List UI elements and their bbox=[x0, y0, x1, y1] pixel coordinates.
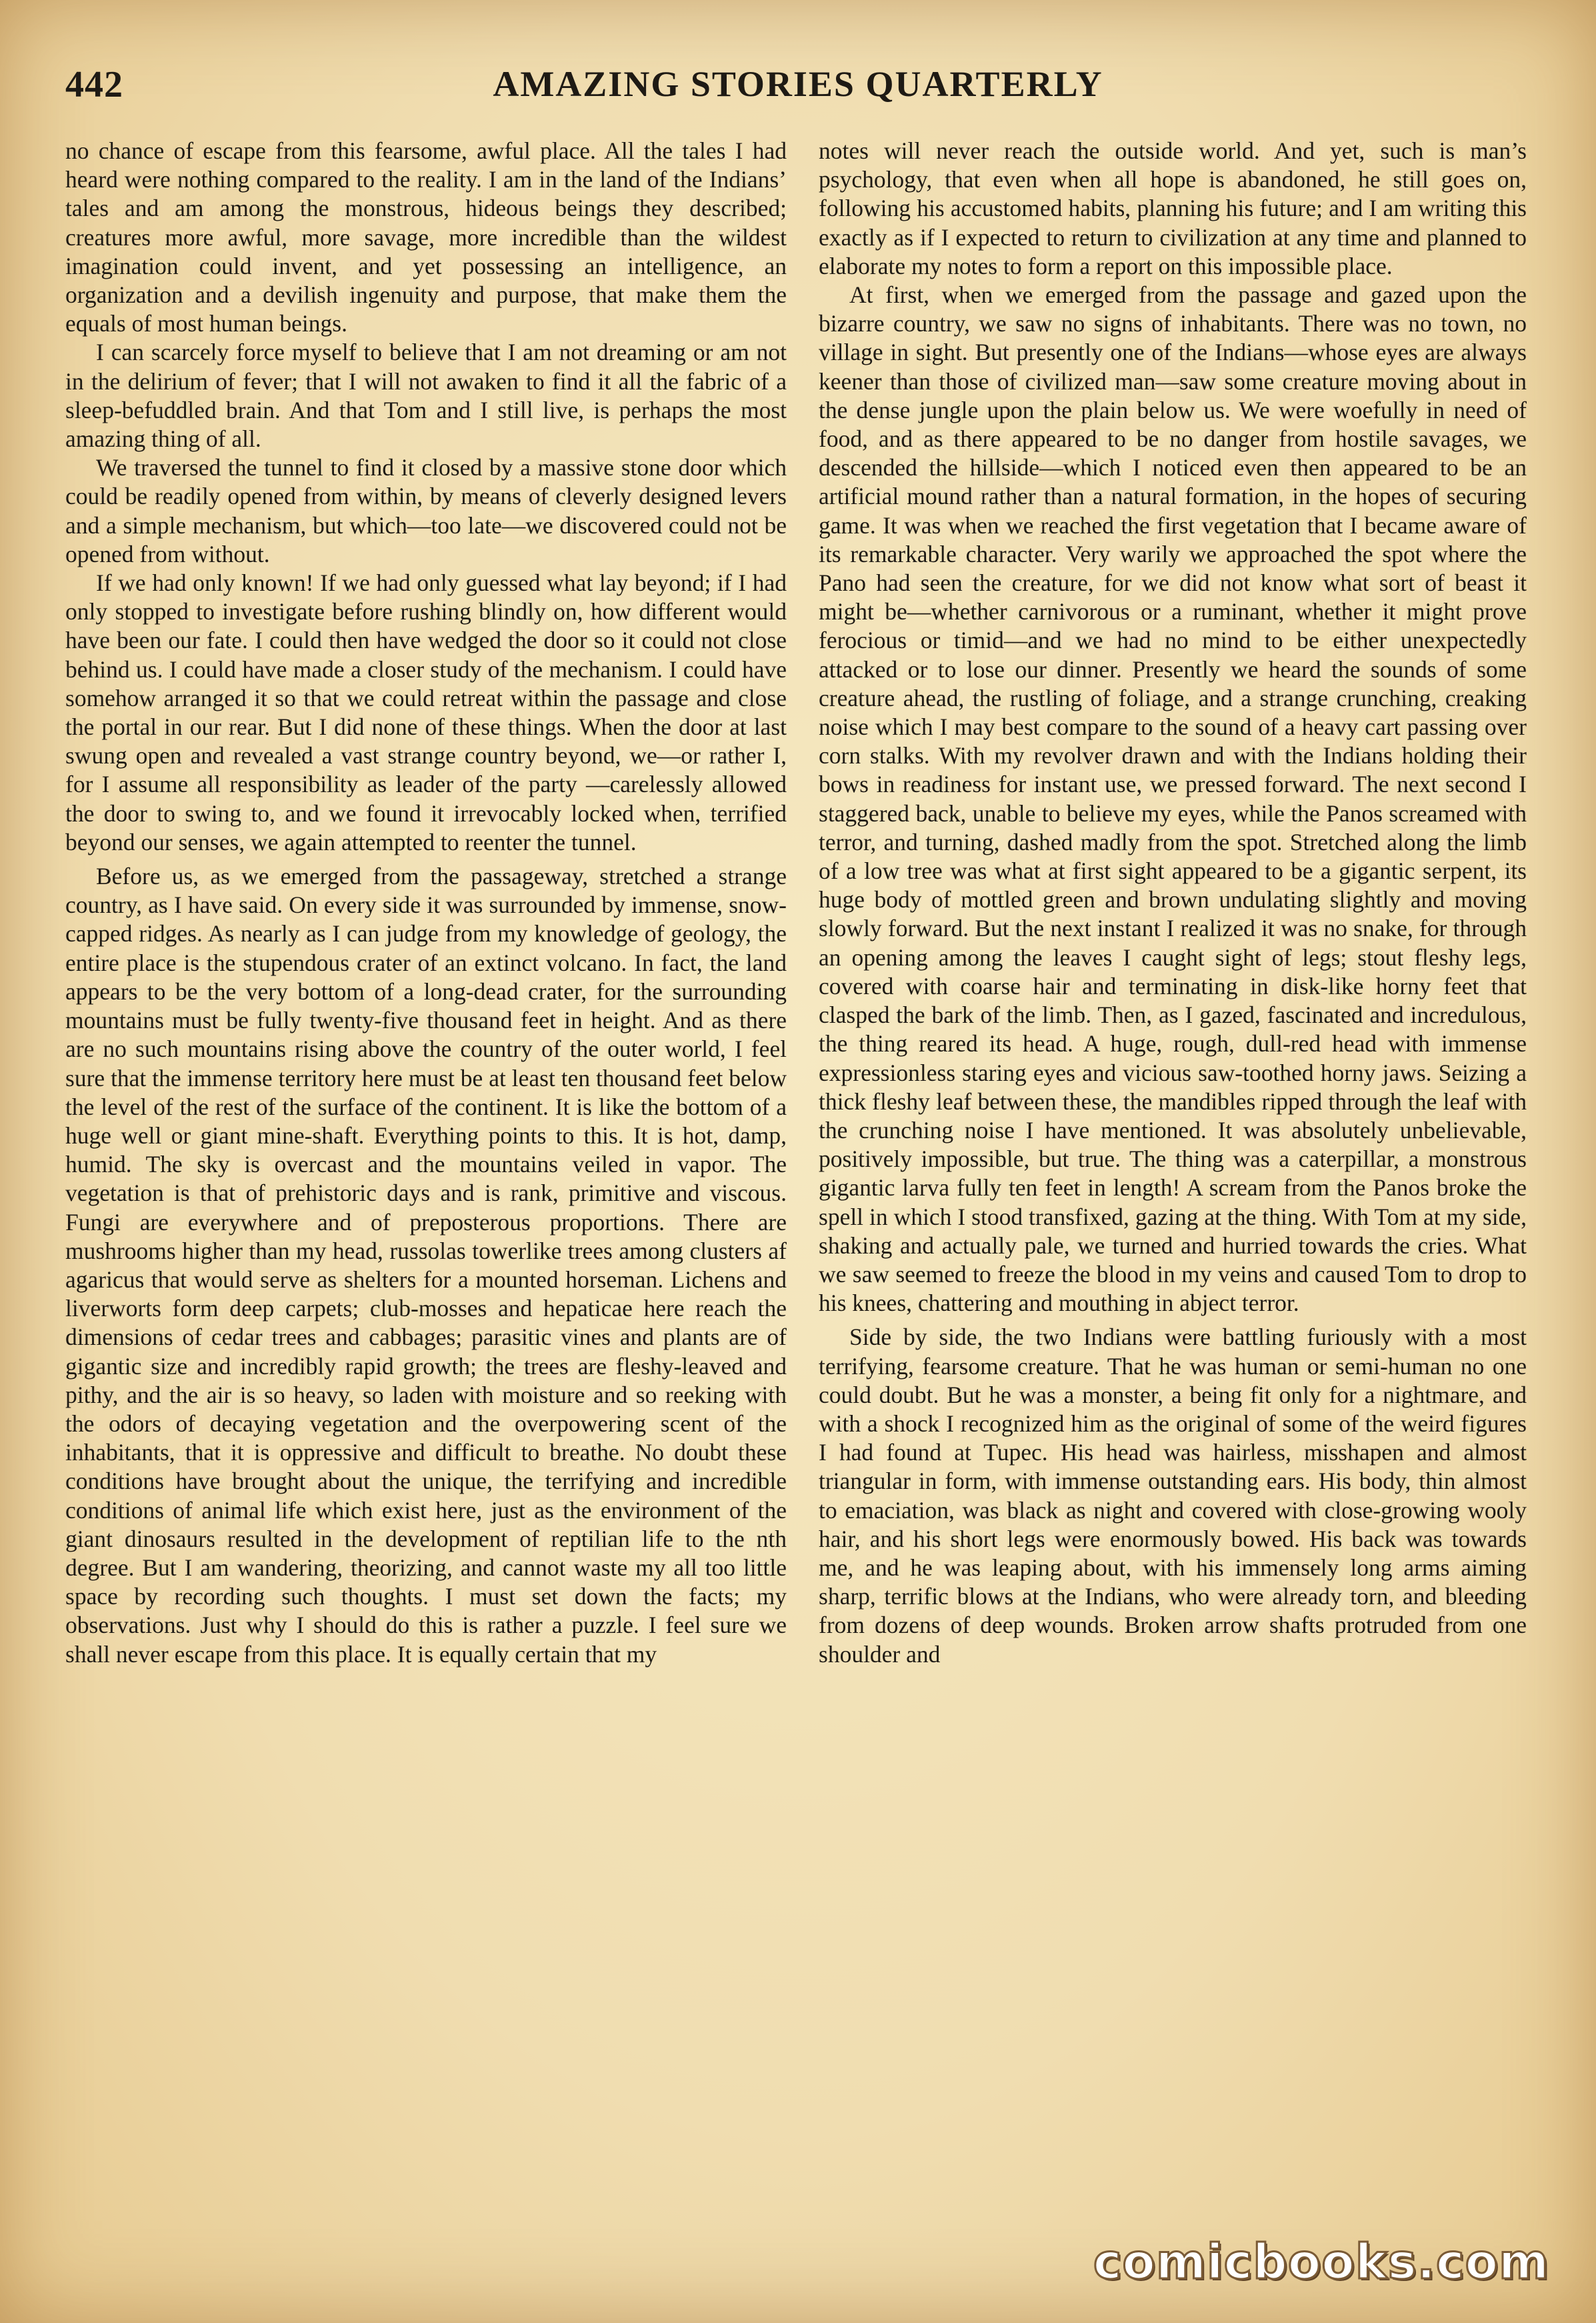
page-number: 442 bbox=[65, 64, 123, 105]
paragraph: If we had only known! If we had only guessed what lay beyond; if I had only stopped to investigate before rushing blindly on, how different would have been our fate. I could then have wedged the door so it could not close behind us. I could have made a closer study of the mechanism. I could have somehow arranged it so that we could retreat within the passage and close the portal in our rear. But I did none of these things. When the door at last swung open and revealed a vast strange country beyond, we—or rather I, for I assume all responsibility as leader of the party —carelessly allowed the door to swing to, and we found it irrevocably locked when, terrified beyond our senses, we again attempted to reenter the tunnel. bbox=[65, 569, 787, 855]
paragraph: Side by side, the two Indians were battling furiously with a most terrifying, fearsome creature. That he was human or semi-human no one could doubt. But he was a monster, a being fit only for a nightmare, and with a shock I recognized him as the original of some of the weird figures I had found at Tupec. His head was hairless, misshapen and almost triangular in form, with immense outstanding ears. His body, thin almost to emaciation, was black as night and covered with close-growing wooly hair, and his short legs were enormously bowed. His back was towards me, and he was leaping about, with his immensely long arms aiming sharp, terrific blows at the Indians, who were already torn, and bleeding from dozens of deep wounds. Broken arrow shafts protruded from one shoulder and bbox=[819, 1324, 1527, 1668]
site-watermark: comicbooks.com bbox=[1093, 2234, 1549, 2290]
paragraph: At first, when we emerged from the passage and gazed upon the bizarre country, we saw no signs of inhabitants. There was no town, no village in sight. But presently one of the Indians—whose eyes are always keener than those of civilized man—saw some creature moving about in the dense jungle upon the plain below us. We were woefully in need of food, and as there appeared to be no danger from hostile savages, we descended the hillside—which I noticed even then appeared to be an artificial mound rather than a natural formation, in the hopes of securing game. It was when we reached the first vegetation that I became aware of its remarkable character. Very warily we approached the spot where the Pano had seen the creature, for we did not know what sort of beast it might be—whether carnivorous or a ruminant, whether it might prove ferocious or timid—and we had no mind to be either unexpectedly attacked or to lose our dinner. Presently we heard the sounds of some creature ahead, the rustling of foliage, and a strange crunching, creaking noise which I may best compare to the sound of a heavy cart passing over corn stalks. With my revolver drawn and with the Indians holding their bows in readiness for instant use, we pressed forward. The next second I staggered back, unable to believe my eyes, while the Panos screamed with terror, and turning, dashed madly from the spot. Stretched along the limb of a low tree was what at first sight appeared to be a gigantic serpent, its huge body of mottled green and brown undulating slightly and moving slowly forward. But the next instant I realized it was no snake, for through an opening among the leaves I caught sight of legs; stout fleshy legs, covered with coarse hair and terminating in disk-like horny feet that clasped the bark of the limb. Then, as I gazed, fascinated and incredulous, the thing reared its head. A huge, rough, dull-red head with immense expressionless staring eyes and vicious saw-toothed horny jaws. Seizing a thick fleshy leaf between these, the mandibles ripped through the leaf with the crunching noise I have mentioned. It was absolutely unbelievable, positively impossible, but true. The thing was a caterpillar, a monstrous gigantic larva fully ten feet in length! A scream from the Panos broke the spell in which I stood transfixed, gazing at the thing. With Tom at my side, shaking and actually pale, we turned and hurried towards the cries. What we saw seemed to freeze the blood in my veins and caused Tom to drop to his knees, chattering and mouthing in abject terror. bbox=[819, 281, 1527, 1317]
paragraph: no chance of escape from this fearsome, awful place. All the tales I had heard were nothing compared to the reality. I am in the land of the Indians’ tales and am among the monstrous, hideous beings they described; creatures more awful, more savage, more incredible than the wildest imagination could invent, and yet possessing an intelligence, an organization and a devilish ingenuity and purpose, that make them the equals of most human beings. bbox=[65, 137, 787, 337]
paragraph: Before us, as we emerged from the passageway, stretched a strange country, as I have said. On every side it was surrounded by immense, snow-capped ridges. As nearly as I can judge from my knowledge of geology, the entire place is the stupendous crater of an extinct volcano. In fact, the land appears to be the very bottom of a long-dead crater, for the surrounding mountains must be fully twenty-five thousand feet in height. And as there are no such mountains rising above the country of the outer world, I feel sure that the immense territory here must be at least ten thousand feet below the level of the rest of the surface of the continent. It is like the bottom of a huge well or giant mine-shaft. Everything points to this. It is hot, damp, humid. The sky is overcast and the mountains veiled in vapor. The vegetation is that of prehistoric days and is rank, primitive and viscous. Fungi are everywhere and of preposterous proportions. There are mushrooms higher than my head, russolas towerlike trees among clusters af agaricus that would serve as shelters for a mounted horseman. Lichens and liverworts form deep carpets; club-mosses and hepaticae here reach the dimensions of cedar trees and cabbages; parasitic vines and plants are of gigantic size and incredibly rapid growth; the trees are fleshy-leaved and pithy, and the air is so heavy, so laden with moisture and so reeking with the odors of decaying vegetation and the overpowering scent of the inhabitants, that it is oppressive and difficult to breathe. No doubt these conditions have brought about the unique, the terrifying and incredible conditions of animal life which exist here, just as the environment of the giant dinosaurs resulted in the development of reptilian life to the nth degree. But I am wandering, theorizing, and cannot waste my all too little space by recording such thoughts. I must set down the facts; my observations. Just why I should do this is rather a puzzle. I feel sure we shall never escape from this place. It is equally certain that my bbox=[65, 863, 787, 1668]
paragraph: We traversed the tunnel to find it closed by a massive stone door which could be readily opened from within, by means of cleverly designed levers and a simple mechanism, but which—too late—we discovered could not be opened from without. bbox=[65, 454, 787, 567]
paragraph: I can scarcely force myself to believe that I am not dreaming or am not in the delirium of fever; that I will not awaken to find it all the fabric of a sleep-befuddled brain. And that Tom and I still live, is perhaps the most amazing thing of all. bbox=[65, 339, 787, 453]
running-title: AMAZING STORIES QUARTERLY bbox=[493, 64, 1103, 104]
page-header bbox=[0, 63, 1596, 110]
left-column bbox=[65, 137, 787, 2230]
right-column bbox=[819, 137, 1527, 2230]
paragraph: notes will never reach the outside world. And yet, such is man’s psychology, that even when all hope is abandoned, he still goes on, following his accustomed habits, planning his future; and I am writing this exactly as if I expected to return to civilization at any time and planned to elaborate my notes to form a report on this impossible place. bbox=[819, 137, 1527, 279]
